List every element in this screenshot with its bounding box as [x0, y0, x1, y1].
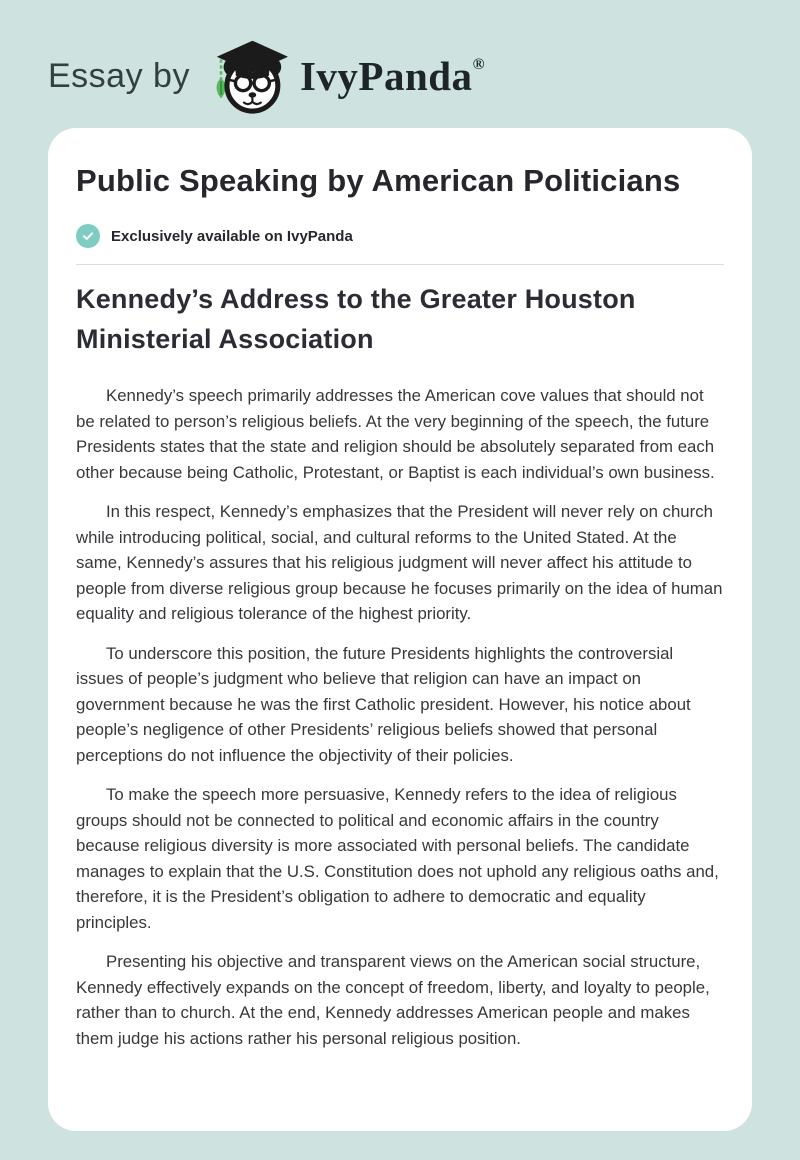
- brand-name: [300, 52, 485, 100]
- essay-by-label: Essay by: [48, 56, 190, 95]
- essay-paragraph: To underscore this position, the future Presidents highlights the controversial issues of people’s judgment who believe that religion can have an impact on government because he was the first Catholic president. However, his notice about people’s negligence of other Presidents’ religious beliefs showed that personal perceptions do not influence the objectivity of their policies.: [76, 643, 691, 765]
- essay-body: [76, 383, 724, 1051]
- essay-paragraph: To make the speech more persuasive, Kennedy refers to the idea of religious groups should not be connected to political and economic affairs in the country because religious diversity is more associated with personal beliefs. The candidate manages to explain that the U.S. Constitution does not uphold any religious oaths and, therefore, it is the President’s obligation to adhere to democratic and equality principles.: [76, 785, 719, 932]
- essay-paragraph: Presenting his objective and transparent views on the American social structure, Kennedy effectively expands on the concept of freedom, liberty, and loyalty to people, rather than to church. At the end, Kennedy addresses American people and makes them judge his actions rather his personal religious position.: [76, 952, 710, 1048]
- site-header: [0, 0, 800, 122]
- essay-paragraph: In this respect, Kennedy’s emphasizes that the President will never rely on church while introducing political, social, and cultural reforms to the United Stated. At the same, Kennedy’s assures that his religious judgment will never affect his attitude to people from diverse religious group because he focuses primarily on the idea of human equality and religious tolerance of the highest priority.: [76, 502, 723, 624]
- registered-mark: ®: [472, 56, 486, 74]
- badge-label: Exclusively available on IvyPanda: [111, 227, 353, 245]
- divider: [76, 264, 724, 265]
- check-icon: [76, 224, 100, 248]
- brand-text: IvyPanda: [299, 53, 473, 99]
- section-heading: Kennedy’s Address to the Greater Houston Ministerial Association: [76, 284, 636, 355]
- page-title: Public Speaking by American Politicians: [76, 163, 681, 198]
- exclusive-badge: [76, 224, 724, 248]
- essay-card: [48, 128, 752, 1131]
- panda-graduate-icon: [206, 39, 292, 117]
- essay-paragraph: Kennedy’s speech primarily addresses the American cove values that should not be related to person’s religious beliefs. At the very beginning of the speech, the future Presidents states that the state and religion should be absolutely separated from each other because being Catholic, Protestant, or Baptist is each individual’s own business.: [76, 386, 715, 482]
